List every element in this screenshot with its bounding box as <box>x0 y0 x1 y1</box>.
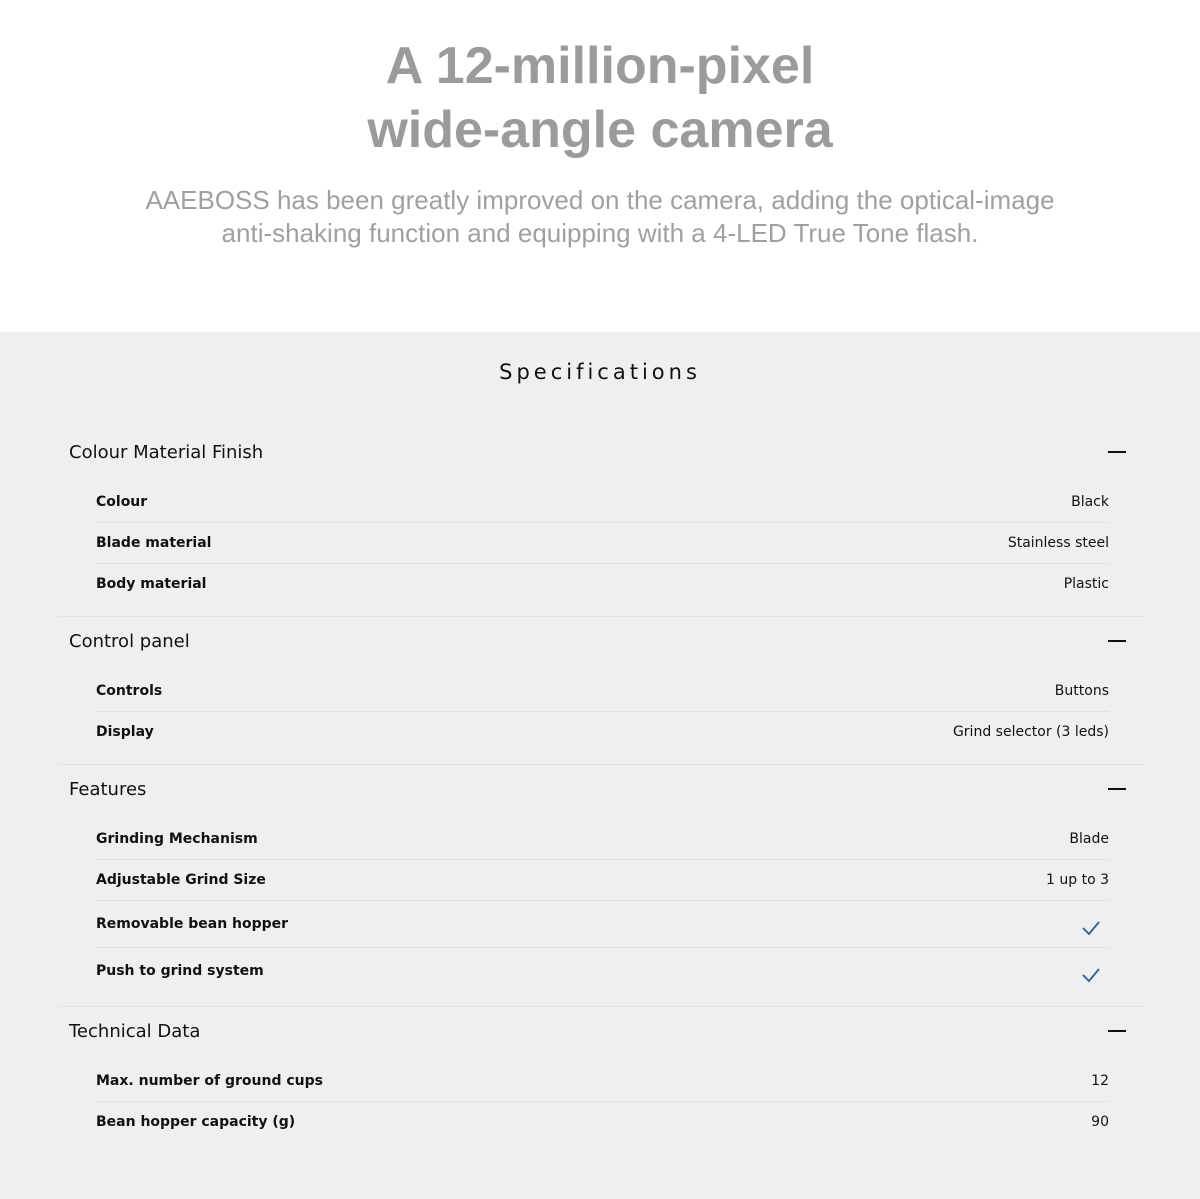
spec-row <box>96 860 1109 901</box>
spec-value: Plastic <box>1063 576 1109 592</box>
collapse-minus-icon[interactable] <box>1108 640 1126 642</box>
spec-value: Buttons <box>1054 683 1109 699</box>
specifications-section <box>0 332 1200 1199</box>
spec-rows <box>58 476 1146 616</box>
spec-rows <box>58 1055 1146 1154</box>
spec-value: 1 up to 3 <box>1046 872 1109 888</box>
spec-row <box>96 819 1109 860</box>
check-icon <box>1081 918 1101 938</box>
spec-label: Controls <box>96 683 163 699</box>
hero-description-line: AAEBOSS has been greatly improved on the camera, adding the optical-image <box>145 185 1055 215</box>
collapse-minus-icon[interactable] <box>1108 788 1126 790</box>
spec-label: Max. number of ground cups <box>96 1073 323 1089</box>
spec-group-header[interactable] <box>58 1007 1146 1055</box>
spec-group-title: Features <box>69 778 147 800</box>
check-icon <box>1081 965 1101 985</box>
spec-row <box>96 712 1109 752</box>
spec-value: 90 <box>1091 1114 1109 1130</box>
spec-groups <box>58 428 1146 1154</box>
spec-group-header[interactable] <box>58 765 1146 813</box>
collapse-minus-icon[interactable] <box>1108 451 1126 453</box>
spec-value: Grind selector (3 leds) <box>952 724 1109 740</box>
spec-label: Removable bean hopper <box>96 916 289 932</box>
spec-label: Colour <box>96 494 148 510</box>
spec-value: 12 <box>1091 1073 1109 1089</box>
hero-title-line: A 12-million-pixel <box>385 37 815 95</box>
spec-group-title: Colour Material Finish <box>69 441 264 463</box>
hero-title <box>0 0 1200 162</box>
collapse-minus-icon[interactable] <box>1108 1030 1126 1032</box>
spec-group-title: Technical Data <box>69 1020 201 1042</box>
spec-row <box>96 1102 1109 1142</box>
spec-label: Adjustable Grind Size <box>96 872 266 888</box>
spec-rows <box>58 813 1146 1006</box>
spec-row <box>96 564 1109 604</box>
spec-row <box>96 948 1109 994</box>
spec-row <box>96 671 1109 712</box>
spec-value: Stainless steel <box>1007 535 1109 551</box>
spec-rows <box>58 665 1146 764</box>
hero-description-line: anti-shaking function and equipping with a 4-LED True Tone flash. <box>221 218 979 248</box>
hero-title-line: wide-angle camera <box>367 101 833 159</box>
spec-group <box>58 765 1146 1007</box>
spec-value: Black <box>1071 494 1109 510</box>
spec-label: Blade material <box>96 535 212 551</box>
hero-description <box>100 184 1100 250</box>
spec-group-header[interactable] <box>58 428 1146 476</box>
spec-label: Push to grind system <box>96 963 264 979</box>
spec-group-title: Control panel <box>69 630 190 652</box>
spec-group <box>58 617 1146 765</box>
spec-row <box>96 482 1109 523</box>
spec-group <box>58 428 1146 617</box>
spec-group <box>58 1007 1146 1154</box>
spec-label: Body material <box>96 576 207 592</box>
spec-group-header[interactable] <box>58 617 1146 665</box>
spec-row <box>96 901 1109 948</box>
spec-label: Bean hopper capacity (g) <box>96 1114 296 1130</box>
specifications-title: Specifications <box>499 360 701 384</box>
hero-section <box>0 0 1200 332</box>
spec-label: Grinding Mechanism <box>96 831 258 847</box>
spec-row <box>96 1061 1109 1102</box>
spec-row <box>96 523 1109 564</box>
spec-value: Blade <box>1069 831 1109 847</box>
spec-label: Display <box>96 724 154 740</box>
